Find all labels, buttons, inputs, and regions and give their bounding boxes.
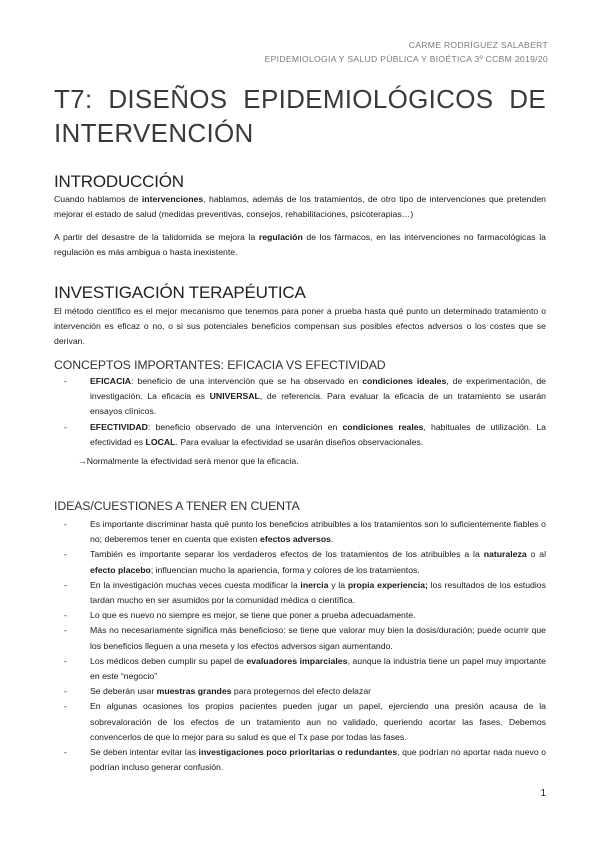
list-item: - También es importante separar los verdaderos efectos de los tratamientos de los atribuibles a la naturaleza o al efecto placebo; influencian mucho la apariencia, forma y colores de los tratamientos. <box>54 547 546 577</box>
page-number: 1 <box>540 788 546 799</box>
intro-paragraph-2: A partir del desastre de la talidomida se mejora la regulación de los fármacos, en las intervenciones no farmacológicas la regulación es más ambigua o hasta inexistente. <box>54 232 546 258</box>
efectividad-note: →Normalmente la efectividad será menor que la eficacia. <box>78 456 299 466</box>
title-word: EPIDEMIOLÓGICOS <box>243 84 494 114</box>
list-item: - Más no necesariamente significa más beneficioso: se tiene que valorar muy bien la dosis/duración; puede ocurrir que los beneficios lleguen a una meseta y los efectos adversos sigan aumentando. <box>54 623 546 653</box>
title-word: T7: <box>54 84 93 114</box>
title-line-1 <box>54 82 546 116</box>
page-header <box>265 38 548 66</box>
document-title <box>54 82 546 150</box>
title-line-2: INTERVENCIÓN <box>54 118 254 148</box>
ideas-list <box>54 517 546 775</box>
conceptos-list <box>54 374 546 450</box>
heading-investigacion-terapeutica: INVESTIGACIÓN TERAPÉUTICA <box>54 283 306 302</box>
intro-paragraph-1: Cuando hablamos de intervenciones, hablamos, además de los tratamientos, de otro tipo de intervenciones que pretenden mejorar el estado de salud (medidas preventivas, consejos, rehabilitaciones, psicoterapias…) <box>54 194 547 220</box>
heading-introduccion: INTRODUCCIÓN <box>54 172 184 191</box>
list-item-eficacia: - EFICACIA: beneficio de una intervención que se ha observado en condiciones ideales, de experimentación, de investigación. La eficacia es UNIVERSAL, de referencia. Para evaluar la eficacia de un tratamiento se usarán ensayos clínicos. <box>54 374 546 420</box>
investigacion-paragraph: El método científico es el mejor mecanismo que tenemos para poner a prueba hasta qué punto un determinado tratamiento o intervención es eficaz o no, o si sus potenciales beneficios compensan sus posibles efectos adversos o los costes que se derivan. <box>54 306 546 347</box>
header-course: EPIDEMIOLOGIA Y SALUD PÚBLICA Y BIOÉTICA 3º CCBM 2019/20 <box>264 54 548 64</box>
list-item: - En algunas ocasiones los propios pacientes pueden jugar un papel, ejerciendo una presión acausa de la sobrevaloración de los efectos de un tratamiento aun no validado, queriendo acortar las fases. Debemos convencerlos de que lo mejor para su salud es que el Tx pase por todas las fases. <box>54 699 546 745</box>
heading-ideas: IDEAS/CUESTIONES A TENER EN CUENTA <box>54 499 300 513</box>
header-author: CARME RODRÍGUEZ SALABERT <box>408 40 548 50</box>
list-item: - Los médicos deben cumplir su papel de evaluadores imparciales, aunque la industria tiene un papel muy importante en este “negocio” <box>54 654 546 684</box>
list-item-efectividad: - EFECTIVIDAD: beneficio observado de una intervención en condiciones reales, habituales de utilización. La efectividad es LOCAL. Para evaluar la efectividad se usarán diseños observacionales. <box>54 420 546 450</box>
list-item: - Se deben intentar evitar las investigaciones poco prioritarias o redundantes, que podrían no aportar nada nuevo o podrían incluso generar confusión. <box>54 745 546 775</box>
list-item: - Lo que es nuevo no siempre es mejor, se tiene que poner a prueba adecuadamente. <box>54 608 546 623</box>
list-item: - En la investigación muchas veces cuesta modificar la inercia y la propia experiencia; los resultados de los estudios tardan mucho en ser asumidos por la comunidad médica o científica. <box>54 578 546 608</box>
heading-conceptos: CONCEPTOS IMPORTANTES: EFICACIA VS EFECTIVIDAD <box>54 358 386 372</box>
list-item: - Es importante discriminar hasta qué punto los beneficios atribuibles a los tratamientos son lo suficientemente fiables o no; deberemos tener en cuenta que existen efectos adversos. <box>54 517 546 547</box>
title-word: DE <box>509 84 546 114</box>
list-item: - Se deberán usar muestras grandes para protegernos del efecto delazar <box>54 684 546 699</box>
title-word: DISEÑOS <box>108 84 228 114</box>
